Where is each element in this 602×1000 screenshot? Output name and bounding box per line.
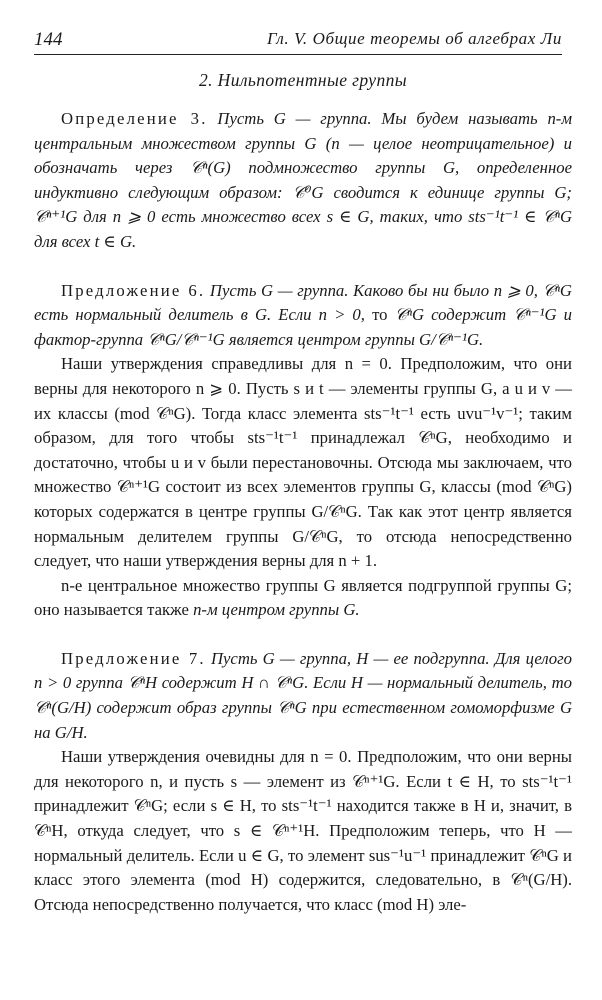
proposition-7-proof: Наши утверждения очевидны для n = 0. Предположим, что они верны для некоторого n, и пусть s — элемент из 𝒞ⁿ⁺¹G. Если t ∈ H, то sts⁻¹t⁻¹ принадлежит 𝒞ⁿG; если s ∈ H, то sts⁻¹t⁻¹ находится также в H и, значит, в 𝒞ⁿH, откуда следует, что s ∈ 𝒞ⁿ⁺¹H. Предположим теперь, что H — нормальный делитель. Если u ∈ G, то элемент sus⁻¹u⁻¹ принадлежит 𝒞ⁿG и класс этого элемента (mod H) содержится, следовательно, в 𝒞ⁿ(G/H). Отсюда непосредственно получается, что класс (mod H) эле- <box>34 747 572 914</box>
proposition-6-statement-part-1: Пусть G — группа. Каково бы ни было n ⩾ 0, 𝒞ⁿG есть нормальный делитель в G. Если n > 0, <box>34 280 572 325</box>
proposition-7 <box>34 647 572 745</box>
proposition-6-remark-text: n-е центральное множество группы G является подгруппой группы G; оно называется также <box>34 575 572 620</box>
definition-3-body: Пусть G — группа. Мы будем называть n-м центральным множеством группы G (n — целое неотрицательное) и обозначать через 𝒞ⁿ(G) подмножество группы G, определенное индуктивно следующим образом: 𝒞⁰G сводится к единице группы G; 𝒞ⁿ⁺¹G для n ⩾ 0 есть множество всех s ∈ G, таких, что sts⁻¹t⁻¹ ∈ 𝒞ⁿG для всех t ∈ G. <box>34 109 573 251</box>
section-title: 2. Нильпотентные группы <box>198 70 408 90</box>
proposition-6-label: Предложение 6. <box>61 280 206 300</box>
page-header <box>34 24 562 55</box>
proposition-6-remark-term: n-м центром группы G. <box>193 600 360 620</box>
proposition-6-statement-connector: то <box>372 305 388 325</box>
definition-3 <box>34 107 572 255</box>
definition-3-label: Определение 3. <box>61 109 208 128</box>
proposition-6-proof: Наши утверждения справедливы для n = 0. Предположим, что они верны для некоторого n ⩾ 0. Пусть s и t — элементы группы G, а u и v — их классы (mod 𝒞ⁿG). Тогда класс элемента sts⁻¹t⁻¹ есть uvu⁻¹v⁻¹; таким образом, для того чтобы sts⁻¹t⁻¹ принадлежал 𝒞ⁿG, необходимо и достаточно, чтобы u и v были перестановочны. Отсюда мы заключаем, что множество 𝒞ⁿ⁺¹G состоит из всех элементов группы G, классы (mod 𝒞ⁿG) которых содержатся в центре группы G/𝒞ⁿG. Так как этот центр является нормальным делителем группы G/𝒞ⁿG, то отсюда непосредственно следует, что наши утверждения верны для n + 1. <box>34 354 572 571</box>
running-title: Гл. V. Общие теоремы об алгебрах Ли <box>267 29 562 48</box>
page-number: 144 <box>34 29 63 50</box>
proposition-7-label: Предложение 7. <box>61 648 206 668</box>
proposition-7-statement: Пусть G — группа, H — ее подгруппа. Для целого n > 0 группа 𝒞ⁿH содержит H ∩ 𝒞ⁿG. Если H — нормальный делитель, то 𝒞ⁿ(G/H) содержит образ группы 𝒞ⁿG при естественном гомоморфизме G на G/H. <box>34 648 573 742</box>
proposition-6-statement-part-2: 𝒞ⁿG содержит 𝒞ⁿ⁻¹G и фактор-группа 𝒞ⁿG/𝒞ⁿ⁻¹G является центром группы G/𝒞ⁿ⁻¹G. <box>34 305 573 349</box>
page-body <box>34 68 572 917</box>
proposition-6-remark <box>34 574 572 623</box>
proposition-6 <box>34 279 572 353</box>
